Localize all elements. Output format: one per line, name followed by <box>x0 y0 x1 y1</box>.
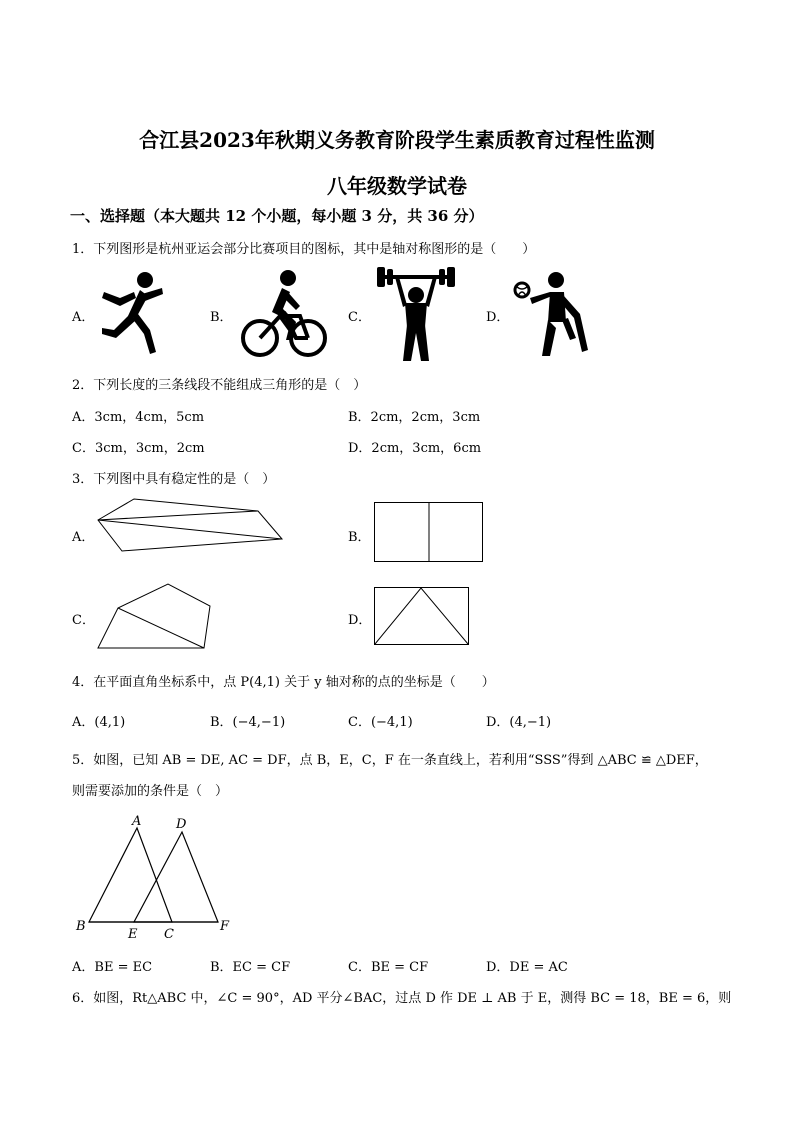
q1-label-a: A． <box>72 310 95 325</box>
q1-label-d: D． <box>486 310 510 325</box>
running-soccer-icon <box>100 268 170 358</box>
q2-option-c: C．3cm，3cm，2cm <box>72 441 205 456</box>
volleyball-icon <box>512 270 594 358</box>
q5-option-d: D．DE = AC <box>486 960 568 975</box>
question-1-stem: 1．下列图形是杭州亚运会部分比赛项目的图标，其中是轴对称图形的是（ ） <box>72 242 536 257</box>
q5-option-b: B．EC = CF <box>210 960 291 975</box>
question-5-stem: 5．如图，已知 AB = DE, AC = DF，点 B，E，C，F 在一条直线上，若利用“SSS”得到 △ABC ≌ △DEF， <box>72 753 708 768</box>
q3-figure-d <box>374 587 470 645</box>
q3-label-b: B． <box>348 530 371 545</box>
q2-option-d: D．2cm，3cm，6cm <box>348 441 482 456</box>
q1-label-c: C． <box>348 310 371 325</box>
q2-option-b: B．2cm，2cm，3cm <box>348 410 481 425</box>
q3-figure-a <box>94 495 288 555</box>
q4-option-b: B．(−4,−1) <box>210 715 286 730</box>
q2-option-a: A．3cm，4cm，5cm <box>72 410 205 425</box>
q5-option-a: A．BE = EC <box>72 960 153 975</box>
exam-subtitle: 八年级数学试卷 <box>327 174 467 198</box>
question-5-stem-cont: 则需要添加的条件是（ ） <box>72 784 229 799</box>
point-label-d: D <box>176 817 187 832</box>
point-label-a: A <box>132 814 142 829</box>
q5-triangle-figure <box>72 812 242 942</box>
q4-option-c: C．(−4,1) <box>348 715 413 730</box>
point-label-b: B <box>76 919 86 934</box>
q5-option-c: C．BE = CF <box>348 960 429 975</box>
exam-title: 合江县2023年秋期义务教育阶段学生素质教育过程性监测 <box>139 128 655 152</box>
section-heading: 一、选择题（本大题共 12 个小题，每小题 3 分，共 36 分） <box>70 207 484 225</box>
point-label-e: E <box>128 927 138 942</box>
weightlifting-icon <box>375 265 457 363</box>
question-4-stem: 4．在平面直角坐标系中，点 P(4,1) 关于 y 轴对称的点的坐标是（ ） <box>72 675 495 690</box>
question-3-stem: 3．下列图中具有稳定性的是（ ） <box>72 472 276 487</box>
q3-label-d: D． <box>348 613 372 628</box>
q1-label-b: B． <box>210 310 233 325</box>
q4-option-a: A．(4,1) <box>72 715 126 730</box>
q3-label-a: A． <box>72 530 95 545</box>
q3-label-c: C． <box>72 613 95 628</box>
q3-figure-b <box>374 502 484 562</box>
cycling-icon <box>238 268 330 360</box>
point-label-f: F <box>220 919 230 934</box>
question-2-stem: 2．下列长度的三条线段不能组成三角形的是（ ） <box>72 378 367 393</box>
point-label-c: C <box>164 927 174 942</box>
q4-option-d: D．(4,−1) <box>486 715 552 730</box>
question-6-stem: 6．如图，Rt△ABC 中，∠C = 90°，AD 平分∠BAC，过点 D 作 DE ⊥ AB 于 E，测得 BC = 18，BE = 6，则 <box>72 991 732 1006</box>
q3-figure-c <box>96 582 212 650</box>
